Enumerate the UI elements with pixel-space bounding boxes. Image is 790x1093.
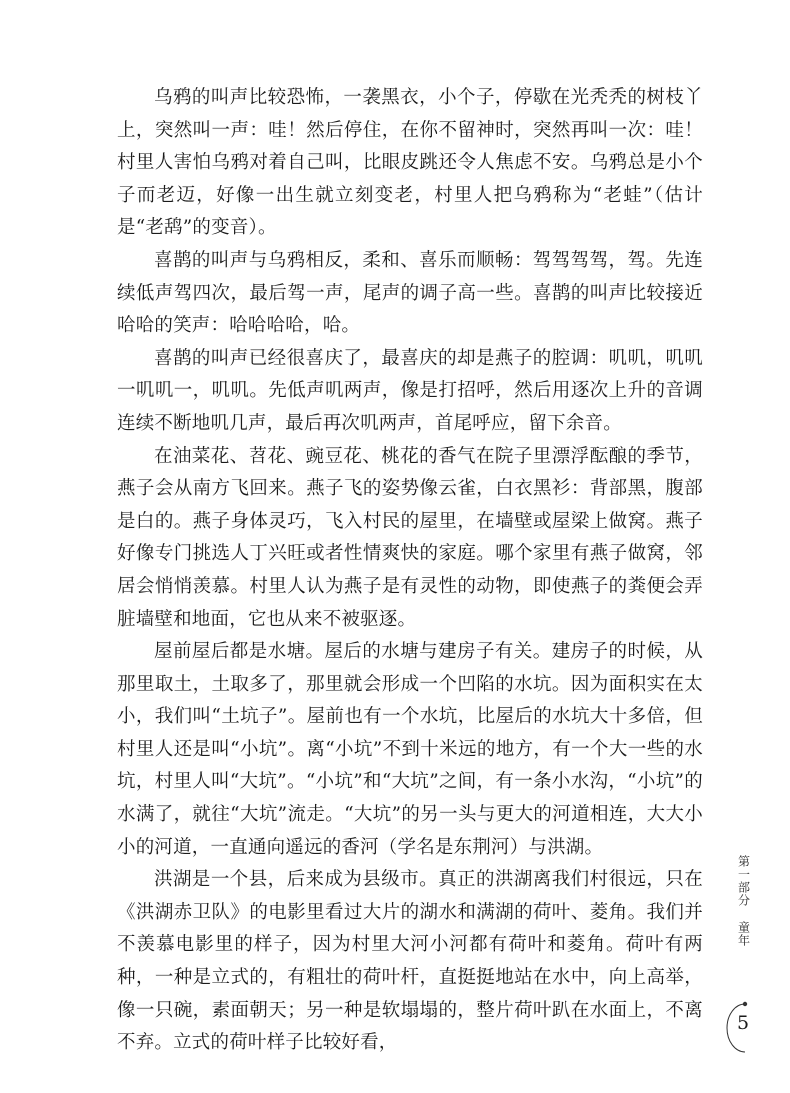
side-section-label (730, 855, 756, 951)
page-number: 5 (737, 1012, 750, 1034)
page-number-badge (725, 1000, 765, 1056)
part-label: 第一部分 (736, 855, 751, 907)
chapter-label: 童年 (736, 921, 751, 947)
paragraph-crow: 乌鸦的叫声比较恐怖，一袭黑衣，小个子，停歇在光秃秃的树枝丫上，突然叫一声：哇！然后停住，在你不留神时，突然再叫一次：哇！村里人害怕乌鸦对着自己叫，比眼皮跳还令人焦虑不安。乌鸦总是小个子而老迈，好像一出生就立刻变老，村里人把乌鸦称为“老蛙”（估计是“老鸹”的变音）。 (117, 87, 703, 239)
paragraph-swallow-call: 喜鹊的叫声已经很喜庆了，最喜庆的却是燕子的腔调：叽叽，叽叽一叽叽一，叽叽。先低声叽两声，像是打招呼，然后用逐次上升的音调连续不断地叽几声，最后再次叽两声，首尾呼应，留下余音。 (117, 347, 703, 434)
paragraph-ponds: 屋前屋后都是水塘。屋后的水塘与建房子有关。建房子的时候，从那里取土，土取多了，那里就会形成一个凹陷的水坑。因为面积实在太小，我们叫“土坑子”。屋前也有一个水坑，比屋后的水坑大十多倍，但村里人还是叫“小坑”。离“小坑”不到十米远的地方，有一个大一些的水坑，村里人叫“大坑”。“小坑”和“大坑”之间，有一条小水沟，“小坑”的水满了，就往“大坑”流走。“大坑”的另一头与更大的河道相连，大大小小的河道，一直通向遥远的香河（学名是东荆河）与洪湖。 (117, 641, 703, 858)
paragraph-magpie: 喜鹊的叫声与乌鸦相反，柔和、喜乐而顺畅：驾驾驾驾，驾。先连续低声驾四次，最后驾一声，尾声的调子高一些。喜鹊的叫声比较接近哈哈的笑声：哈哈哈哈，哈。 (117, 249, 703, 337)
paragraph-honghu: 洪湖是一个县，后来成为县级市。真正的洪湖离我们村很远，只在《洪湖赤卫队》的电影里看过大片的湖水和满湖的荷叶、菱角。我们并不羡慕电影里的样子，因为村里大河小河都有荷叶和菱角。荷叶有两种，一种是立式的，有粗壮的荷叶杆，直挺挺地站在水中，向上高举，像一只碗，素面朝天；另一种是软塌塌的，整片荷叶趴在水面上，不离不弃。立式的荷叶样子比较好看， (117, 869, 703, 1054)
paragraph-swallow: 在油菜花、苕花、豌豆花、桃花的香气在院子里漂浮酝酿的季节，燕子会从南方飞回来。燕子飞的姿势像云雀，白衣黑衫：背部黑，腹部是白的。燕子身体灵巧，飞入村民的屋里，在墙壁或屋梁上做窝。燕子好像专门挑选人丁兴旺或者性情爽快的家庭。哪个家里有燕子做窝，邻居会悄悄羡慕。村里人认为燕子是有灵性的动物，即使燕子的粪便会弄脏墙壁和地面，它也从来不被驱逐。 (117, 445, 703, 630)
body-text (117, 82, 703, 1060)
